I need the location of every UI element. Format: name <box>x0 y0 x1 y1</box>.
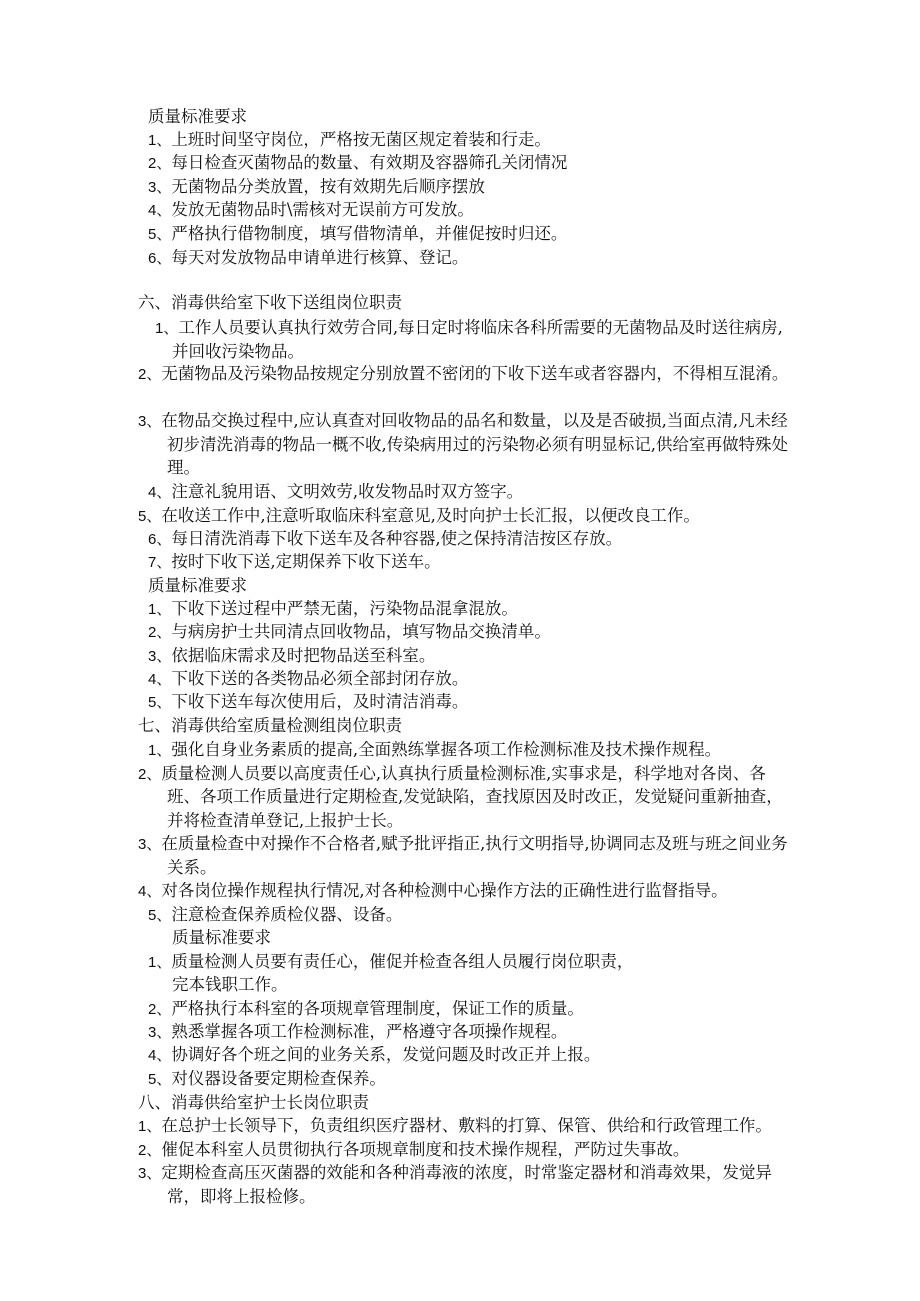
item-number: 5、 <box>138 508 162 525</box>
text-line <box>148 1020 567 1043</box>
text-line <box>148 198 474 221</box>
heading-text: 理。 <box>167 458 200 477</box>
text-line <box>148 690 468 713</box>
item-text: 熟悉掌握各项工作检测标准，严格遵守各项操作规程。 <box>171 1022 568 1041</box>
text-line <box>167 809 403 832</box>
text-line <box>148 246 468 269</box>
item-number: 1、 <box>148 601 172 618</box>
text-line <box>167 433 788 456</box>
item-text: 依据临床需求及时把物品送至科室。 <box>171 646 436 665</box>
text-line <box>148 222 567 245</box>
item-text: 下收下送过程中严禁无菌，污染物品混拿混放。 <box>171 599 518 618</box>
item-text: 在质量检查中对操作不合格者,赋予批评指正,执行文明指导,协调同志及班与班之间业务 <box>161 834 788 853</box>
text-line <box>138 879 728 902</box>
item-text: 注意礼貌用语、文明效劳,收发物品时双方签字。 <box>171 482 524 501</box>
text-line <box>138 504 700 527</box>
item-text: 上班时间坚守岗位，严格按无菌区规定着装和行走。 <box>171 130 551 149</box>
text-line <box>148 597 518 620</box>
item-number: 1、 <box>138 1118 162 1135</box>
item-number: 3、 <box>138 413 162 430</box>
text-line <box>148 903 402 926</box>
item-text: 无菌物品及污染物品按规定分别放置不密闭的下收下送车或者容器内，不得相互混淆。 <box>161 364 789 383</box>
heading-text: 初步清洗消毒的物品一概不收,传染病用过的污染物必须有明显标记,供给室再做特殊处 <box>167 435 788 454</box>
text-line <box>148 667 468 690</box>
item-text: 质量检测人员要以高度责任心,认真执行质量检测标准,实事求是，科学地对各岗、各 <box>161 764 766 783</box>
text-line <box>148 997 584 1020</box>
item-number: 1、 <box>148 132 172 149</box>
text-line <box>148 550 441 573</box>
text-line <box>148 574 247 597</box>
item-text: 定期检查高压灭菌器的效能和各种消毒液的浓度，时常鉴定器材和消毒效果，发觉异 <box>161 1163 772 1182</box>
text-line <box>138 1114 772 1137</box>
item-number: 2、 <box>138 1142 162 1159</box>
heading-text: 并回收污染物品。 <box>172 342 304 361</box>
text-line <box>148 620 551 643</box>
item-number: 4、 <box>148 484 172 501</box>
text-line <box>138 1091 369 1114</box>
text-line <box>148 738 721 761</box>
heading-text: 六、消毒供给室下收下送组岗位职责 <box>138 293 402 312</box>
heading-text: 质量标准要求 <box>148 107 247 126</box>
text-line <box>138 1138 689 1161</box>
text-line <box>148 527 622 550</box>
text-line <box>138 832 788 855</box>
item-text: 下收下送车每次使用后，及时清洁消毒。 <box>171 692 469 711</box>
item-number: 2、 <box>138 366 162 383</box>
text-line <box>167 856 217 879</box>
item-number: 7、 <box>148 554 172 571</box>
heading-text: 质量标准要求 <box>172 928 271 947</box>
item-text: 催促本科室人员贯彻执行各项规章制度和技术操作规程，严防过失事故。 <box>161 1140 690 1159</box>
item-text: 对仪器设备要定期检查保养。 <box>171 1069 386 1088</box>
item-text: 每天对发放物品申请单进行核算、登记。 <box>171 248 469 267</box>
text-line <box>148 1067 386 1090</box>
text-line <box>167 456 200 479</box>
text-line <box>172 340 304 363</box>
heading-text: 完本钱职工作。 <box>172 975 288 994</box>
item-text: 每日检查灭菌物品的数量、有效期及容器筛孔关闭情况 <box>171 153 568 172</box>
text-line <box>172 926 271 949</box>
item-number: 4、 <box>138 883 162 900</box>
text-line <box>148 151 567 174</box>
item-text: 严格执行借物制度，填写借物清单，并催促按时归还。 <box>171 224 568 243</box>
text-line <box>138 409 788 432</box>
item-text: 在收送工作中,注意听取临床科室意见,及时向护士长汇报，以便改良工作。 <box>161 506 700 525</box>
text-line <box>138 362 788 385</box>
heading-text: 班、各项工作质量进行定期检查,发觉缺陷，查找原因及时改正，发觉疑问重新抽查， <box>167 787 783 806</box>
item-text: 注意检查保养质检仪器、设备。 <box>171 905 403 924</box>
text-line <box>148 480 523 503</box>
item-number: 3、 <box>138 1165 162 1182</box>
item-number: 3、 <box>148 648 172 665</box>
item-number: 2、 <box>148 1001 172 1018</box>
item-text: 强化自身业务素质的提高,全面熟练掌握各项工作检测标准及技术操作规程。 <box>171 740 722 759</box>
text-line <box>167 1185 316 1208</box>
item-text: 无菌物品分类放置，按有效期先后顺序摆放 <box>171 177 485 196</box>
heading-text: 并将检查清单登记,上报护士长。 <box>167 811 404 830</box>
text-line <box>148 950 633 973</box>
item-text: 对各岗位操作规程执行情况,对各种检测中心操作方法的正确性进行监督指导。 <box>161 881 728 900</box>
text-line <box>138 714 402 737</box>
item-text: 在总护士长领导下，负责组织医疗器材、敷料的打算、保管、供给和行政管理工作。 <box>161 1116 772 1135</box>
item-number: 4、 <box>148 202 172 219</box>
item-text: 与病房护士共同清点回收物品，填写物品交换清单。 <box>171 622 551 641</box>
item-number: 3、 <box>148 1024 172 1041</box>
item-number: 1、 <box>148 742 172 759</box>
text-line <box>148 1043 600 1066</box>
item-number: 5、 <box>148 226 172 243</box>
item-text: 协调好各个班之间的业务关系，发觉问题及时改正并上报。 <box>171 1045 601 1064</box>
item-text: 质量检测人员要有责任心，催促并检查各组人员履行岗位职责， <box>171 952 634 971</box>
item-text: 每日清洗消毒下收下送车及各种容器,使之保持清洁按区存放。 <box>171 529 623 548</box>
item-text: 发放无菌物品时\需核对无误前方可发放。 <box>171 200 474 219</box>
item-number: 1、 <box>155 320 179 337</box>
heading-text: 关系。 <box>167 858 217 877</box>
text-line <box>148 644 435 667</box>
text-line <box>167 785 783 808</box>
item-text: 在物品交换过程中,应认真查对回收物品的品名和数量，以及是否破损,当面点清,凡未经 <box>161 411 788 430</box>
item-number: 5、 <box>148 1071 172 1088</box>
item-number: 2、 <box>148 624 172 641</box>
text-line <box>138 762 766 785</box>
text-line <box>148 105 247 128</box>
heading-text: 常，即将上报检修。 <box>167 1187 316 1206</box>
item-number: 1、 <box>148 954 172 971</box>
text-line <box>148 128 551 151</box>
item-number: 6、 <box>148 531 172 548</box>
item-number: 2、 <box>138 766 162 783</box>
item-number: 5、 <box>148 694 172 711</box>
item-text: 下收下送的各类物品必须全部封闭存放。 <box>171 669 469 688</box>
item-number: 6、 <box>148 250 172 267</box>
item-number: 3、 <box>138 836 162 853</box>
item-number: 3、 <box>148 179 172 196</box>
item-number: 4、 <box>148 671 172 688</box>
text-line <box>155 316 783 339</box>
item-number: 4、 <box>148 1047 172 1064</box>
heading-text: 质量标准要求 <box>148 576 247 595</box>
item-number: 5、 <box>148 907 172 924</box>
text-line <box>138 291 402 314</box>
item-text: 按时下收下送,定期保养下收下送车。 <box>171 552 441 571</box>
item-number: 2、 <box>148 155 172 172</box>
item-text: 严格执行本科室的各项规章管理制度，保证工作的质量。 <box>171 999 584 1018</box>
text-line <box>172 973 288 996</box>
heading-text: 七、消毒供给室质量检测组岗位职责 <box>138 716 402 735</box>
text-line <box>138 1161 772 1184</box>
heading-text: 八、消毒供给室护士长岗位职责 <box>138 1093 369 1112</box>
item-text: 工作人员要认真执行效劳合同,每日定时将临床各科所需要的无菌物品及时送往病房, <box>178 318 783 337</box>
text-line <box>148 175 485 198</box>
